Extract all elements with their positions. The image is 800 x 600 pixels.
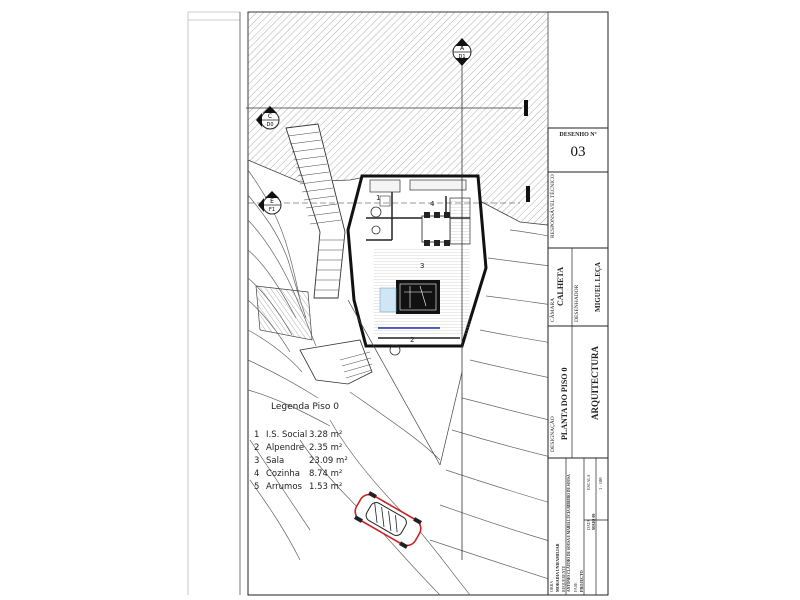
- title-small-4: ANTÓNIO CLÁUDIO DE SOUSA E MARIA LÚCIA RIBEIRO DE SOUSA: [567, 474, 571, 592]
- room-label-4: 4: [430, 200, 435, 208]
- responsavel-label: RESPONSÁVEL TÉCNICO: [550, 174, 556, 238]
- especialidade-value: ARQUITECTURA: [590, 345, 600, 420]
- legend-number: 3: [254, 456, 260, 466]
- room-label-1: 1: [376, 194, 381, 202]
- section-marker-letter: A: [459, 45, 465, 52]
- title-small-3: REQUERENTE: [561, 565, 566, 592]
- title-small-9: ESCALA: [586, 474, 591, 490]
- legend-number: 5: [254, 482, 260, 492]
- desenhador-value: MIGUEL LEÇA: [594, 262, 602, 312]
- designacao-value: PLANTA DO PISO 0: [560, 367, 569, 440]
- title-small-2: MORADIA UNIFAMILIAR: [555, 543, 560, 592]
- legend-title: Legenda Piso 0: [271, 402, 339, 412]
- legend-number: 2: [254, 443, 260, 453]
- section-marker-e: [258, 191, 281, 214]
- section-marker-sheet: F1: [268, 207, 276, 213]
- drawing-number-label: DESENHO Nº: [559, 132, 597, 138]
- title-small-8: MAIO 09: [591, 513, 596, 530]
- title-small-10: 1 : 100: [598, 477, 603, 490]
- section-marker-letter: E: [270, 198, 274, 205]
- title-small-1: OBRA: [549, 580, 554, 592]
- car-symbol: [351, 489, 426, 551]
- section-marker-sheet: D1: [458, 54, 466, 60]
- legend-room-name: Alpendre: [266, 443, 305, 453]
- section-cut-mark: [526, 186, 530, 202]
- legend-number: 4: [254, 469, 260, 479]
- legend-room-name: Arrumos: [266, 482, 302, 492]
- legend-room-name: I.S. Social: [266, 430, 308, 440]
- legend-room-area: 23.09 m²: [309, 456, 348, 466]
- room-label-3: 3: [420, 262, 425, 270]
- legend-room-area: 8.74 m²: [309, 469, 343, 479]
- retaining-line: [440, 372, 462, 465]
- camara-value: CALHETA: [556, 267, 565, 306]
- title-small-7: DATA: [586, 519, 591, 530]
- section-marker-sheet: D0: [266, 122, 274, 128]
- room-label-2: 2: [410, 336, 415, 344]
- desenhador-label: DESENHADOR: [574, 284, 580, 322]
- designacao-label: DESIGNAÇÃO: [550, 416, 556, 452]
- legend-room-area: 2.35 m²: [309, 443, 343, 453]
- legend-room-name: Sala: [266, 456, 285, 466]
- camara-label: CÂMARA: [550, 297, 556, 322]
- section-cut-mark: [524, 100, 528, 116]
- section-marker-letter: C: [267, 113, 273, 120]
- drawing-number-value: 03: [570, 144, 586, 160]
- legend-room-area: 3.28 m²: [309, 430, 343, 440]
- title-small-5: FASE: [573, 582, 578, 592]
- legend-number: 1: [254, 430, 260, 440]
- legend-room-area: 1.53 m²: [309, 482, 343, 492]
- legend-room-name: Cozinha: [266, 469, 300, 479]
- title-small-6: PROJECTO: [579, 570, 584, 592]
